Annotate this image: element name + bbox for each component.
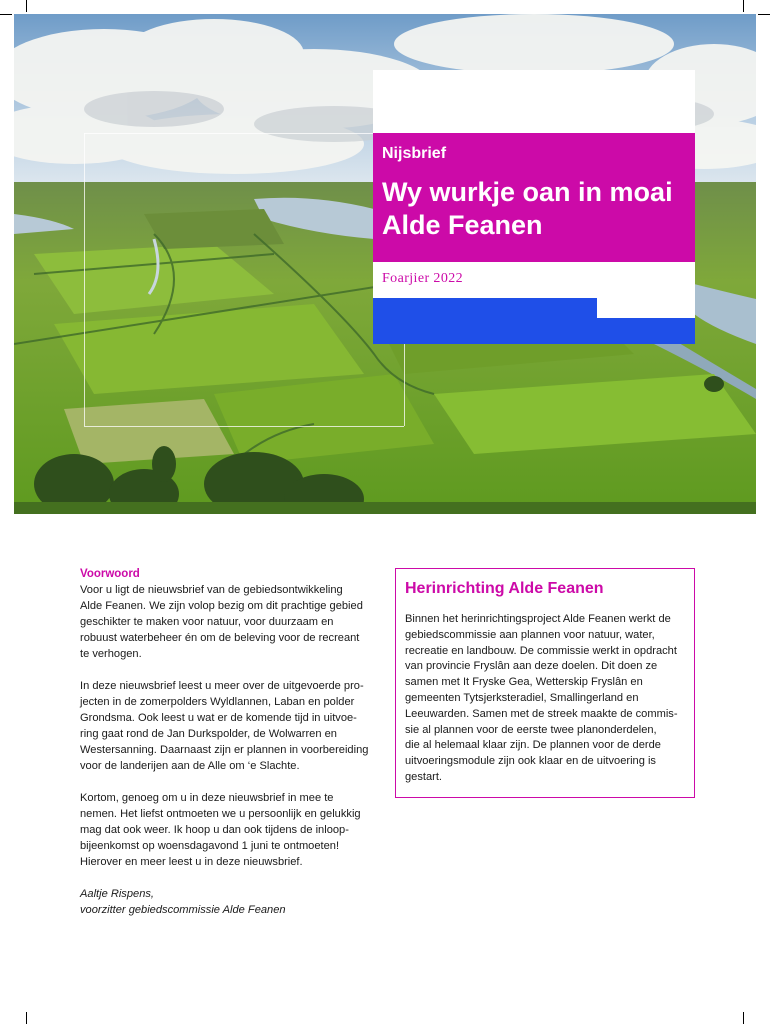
foreword-signature: Aaltje Rispens, voorzitter gebiedscommissie Alde Feanen (80, 888, 286, 916)
crop-mark (758, 14, 770, 15)
foreword-paragraph: Kortom, genoeg om u in deze nieuwsbrief in mee te nemen. Het liefst ontmoeten we u persoonlijk en gelukkig mag dat ook weer. Ik hoop u dan ook tijdens de inloop- bijeenkomst op woensdagavond 1 juni te ontmoeten! Hierover en meer leest u in deze nieuwsbrief. (80, 792, 361, 868)
crop-mark (26, 0, 27, 12)
foreword-heading: Voorwoord (80, 568, 140, 580)
blue-accent-bar (597, 318, 695, 344)
decorative-frame-line (404, 344, 405, 426)
crop-mark (26, 1012, 27, 1024)
info-box-title: Herinrichting Alde Feanen (405, 580, 604, 597)
title-block-top (373, 70, 695, 133)
foreword-paragraph: In deze nieuwsbrief leest u meer over de uitgevoerde pro- jecten in de zomerpolders Wyldlannen, Laban en polder Grondsma. Ook leest u wat er de komende tijd in uitvoe- ring gaat rond de Jan Durkspolder, de Wolwarren en Westersanning. Daarnaast zijn er plannen in voorbereiding voor de landerijen aan de Alle om ‘e Slachte. (80, 680, 369, 772)
crop-mark (743, 1012, 744, 1024)
crop-mark (0, 14, 12, 15)
foreword-column (80, 566, 380, 918)
decorative-frame-line (84, 133, 374, 134)
crop-mark (743, 0, 744, 12)
newsletter-kicker: Nijsbrief (382, 145, 447, 162)
foreword-paragraph: Voor u ligt de nieuwsbrief van de gebiedsontwikkeling Alde Feanen. We zijn volop bezig om dit prachtige gebied geschikter te maken voor natuur, voor duurzaam en robuust waterbeheer én om de beleving voor de recreant te verhogen. (80, 584, 363, 660)
cover-title: Wy wurkje oan in moai Alde Feanen (382, 177, 673, 240)
info-box (395, 568, 695, 798)
decorative-frame-line (84, 133, 85, 426)
blue-accent-bar (373, 298, 597, 344)
issue-label: Foarjier 2022 (382, 271, 464, 286)
decorative-frame-line (84, 426, 404, 427)
info-box-text: Binnen het herinrichtingsproject Alde Feanen werkt de gebiedscommissie aan plannen voor natuur, water, recreatie en landbouw. De commissie werkt in opdracht van provincie Fryslân aan deze doelen. Dit doen ze samen met It Fryske Gea, Wetterskip Fryslân en gemeenten Tytsjerksteradiel, Smallingerland en Leeuwarden. Samen met de streek maakte de commis- sie al plannen voor de eerste twee planonderdelen, die al helemaal klaar zijn. De plannen voor de derde uitvoeringsmodule zijn ook klaar en de uitvoering is gestart. (405, 613, 678, 783)
